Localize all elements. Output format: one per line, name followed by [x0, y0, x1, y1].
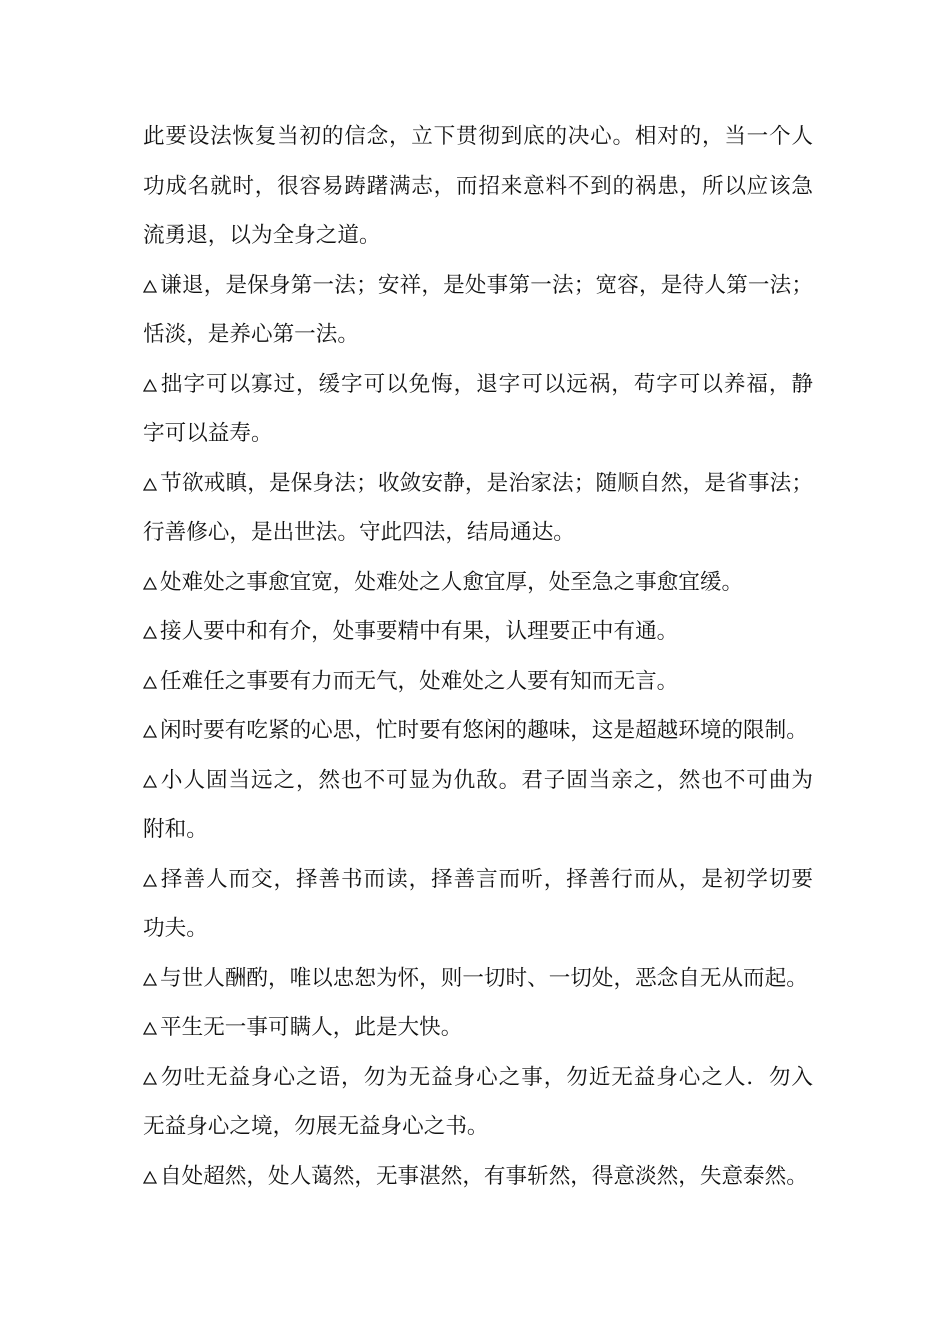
paragraph-line	[143, 607, 813, 657]
line-text: 节欲戒瞋，是保身法；收敛安静，是治家法；随顺自然，是省事法；	[160, 470, 813, 496]
paragraph-line	[143, 558, 813, 608]
line-text: 无益身心之境，勿展无益身心之书。	[143, 1114, 489, 1139]
line-text: 小人固当远之，然也不可显为仇敌。君子固当亲之，然也不可曲为	[160, 767, 813, 793]
paragraph-line	[143, 1152, 813, 1202]
triangle-bullet-icon	[143, 626, 157, 639]
triangle-bullet-icon	[143, 775, 157, 788]
line-text: 恬淡，是养心第一法。	[143, 322, 359, 347]
triangle-bullet-icon	[143, 874, 157, 887]
line-text: 闲时要有吃紧的心思，忙时要有悠闲的趣味，这是超越环境的限制。	[160, 718, 808, 743]
paragraph	[143, 855, 813, 954]
paragraph	[143, 459, 813, 558]
line-text: 勿吐无益身心之语，勿为无益身心之事，勿近无益身心之人．勿入	[160, 1064, 813, 1090]
paragraph-line	[143, 657, 813, 707]
triangle-bullet-icon	[143, 280, 157, 293]
paragraph-line	[143, 261, 813, 311]
paragraph-line	[143, 409, 813, 459]
paragraph-line	[143, 1102, 813, 1152]
line-text: 附和。	[143, 817, 208, 842]
line-text: 此要设法恢复当初的信念，立下贯彻到底的决心。相对的，当一个人	[143, 124, 813, 149]
triangle-bullet-icon	[143, 725, 157, 738]
paragraph	[143, 1053, 813, 1152]
paragraph-line	[143, 805, 813, 855]
triangle-bullet-icon	[143, 478, 157, 491]
paragraph	[143, 261, 813, 360]
line-text: 谦退，是保身第一法；安祥，是处事第一法；宽容，是待人第一法；	[160, 272, 813, 298]
paragraph-line	[143, 855, 813, 905]
triangle-bullet-icon	[143, 973, 157, 986]
line-text: 自处超然，处人蔼然，无事湛然，有事斩然，得意淡然，失意泰然。	[160, 1163, 808, 1189]
paragraph	[143, 756, 813, 855]
paragraph-line	[143, 904, 813, 954]
line-text: 平生无一事可瞒人，此是大快。	[160, 1015, 463, 1040]
paragraph	[143, 954, 813, 1004]
paragraph-line	[143, 954, 813, 1004]
triangle-bullet-icon	[143, 1072, 157, 1085]
triangle-bullet-icon	[143, 676, 157, 689]
line-text: 择善人而交，择善书而读，择善言而听，择善行而从，是初学切要	[160, 866, 813, 892]
paragraph-line	[143, 706, 813, 756]
triangle-bullet-icon	[143, 1022, 157, 1035]
triangle-bullet-icon	[143, 379, 157, 392]
line-text: 与世人酬酌，唯以忠恕为怀，则一切时、一切处，恶念自无从而起。	[160, 965, 808, 991]
paragraph	[143, 706, 813, 756]
paragraph-line	[143, 112, 813, 162]
paragraph	[143, 657, 813, 707]
line-text: 行善修心，是出世法。守此四法，结局通达。	[143, 520, 575, 545]
paragraph-line	[143, 310, 813, 360]
paragraph	[143, 360, 813, 459]
paragraph-line	[143, 211, 813, 261]
triangle-bullet-icon	[143, 577, 157, 590]
paragraph-line	[143, 756, 813, 806]
paragraph-line	[143, 508, 813, 558]
line-text: 功成名就时，很容易踌躇满志，而招来意料不到的祸患，所以应该急	[143, 173, 813, 199]
paragraph-line	[143, 1053, 813, 1103]
line-text: 任难任之事要有力而无气，处难处之人要有知而无言。	[160, 668, 679, 694]
line-text: 处难处之事愈宜宽，处难处之人愈宜厚，处至急之事愈宜缓。	[160, 569, 744, 595]
paragraph-line	[143, 1003, 813, 1053]
line-text: 接人要中和有介，处事要精中有果，认理要正中有通。	[160, 619, 679, 644]
document-body	[143, 112, 813, 1201]
paragraph	[143, 1152, 813, 1202]
line-text: 功夫。	[143, 916, 208, 941]
paragraph-line	[143, 360, 813, 410]
paragraph	[143, 558, 813, 608]
paragraph-line	[143, 162, 813, 212]
line-text: 字可以益寿。	[143, 421, 273, 446]
line-text: 拙字可以寡过，缓字可以免悔，退字可以远祸，苟字可以养福，静	[160, 371, 813, 397]
line-text: 流勇退，以为全身之道。	[143, 223, 381, 248]
paragraph-line	[143, 459, 813, 509]
paragraph	[143, 1003, 813, 1053]
paragraph	[143, 607, 813, 657]
paragraph	[143, 112, 813, 261]
triangle-bullet-icon	[143, 1171, 157, 1184]
